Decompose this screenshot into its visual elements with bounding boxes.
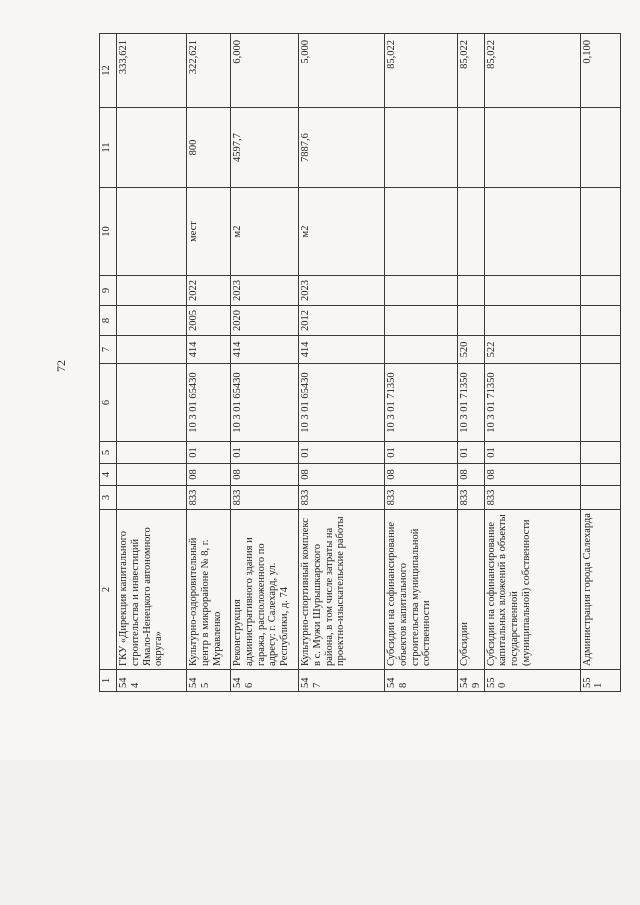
amount-cell: 322,621: [187, 34, 231, 108]
year-start-cell: 2005: [187, 306, 231, 336]
year-end-cell: 2023: [231, 276, 299, 306]
unit-cell: м2: [299, 188, 385, 276]
code-3-cell: 833: [231, 486, 299, 510]
row-name-cell: Культурно-спортивный комплекс в с. Мужи Шурышкарского района, в том числе затраты на проектно-изыскательские работы: [299, 510, 385, 670]
code-4-cell: [117, 464, 187, 486]
code-7-cell: [580, 336, 620, 364]
code-7-cell: [117, 336, 187, 364]
capacity-cell: [385, 108, 458, 188]
row-name-cell: Субсидии: [458, 510, 485, 670]
row-number-cell: 545: [187, 670, 231, 692]
code-3-cell: [117, 486, 187, 510]
table-row: [231, 34, 299, 692]
capacity-cell: [458, 108, 485, 188]
code-3-cell: 833: [385, 486, 458, 510]
code-3-cell: [580, 486, 620, 510]
row-name-cell: Субсидии на софинансирование объектов капитального строительства муниципальной собственности: [385, 510, 458, 670]
code-6-cell: [117, 364, 187, 442]
unit-cell: [117, 188, 187, 276]
amount-cell: 333,621: [117, 34, 187, 108]
column-header: 10: [100, 188, 117, 276]
column-header: 8: [100, 306, 117, 336]
amount-cell: 0,100: [580, 34, 620, 108]
table-row: [187, 34, 231, 692]
code-7-cell: 414: [231, 336, 299, 364]
year-end-cell: [117, 276, 187, 306]
row-name-cell: ГКУ «Дирекция капитального строительства и инвестиций Ямало-Ненецкого автономного округа»: [117, 510, 187, 670]
unit-cell: [484, 188, 580, 276]
code-6-cell: 10 3 01 65430: [187, 364, 231, 442]
code-7-cell: 522: [484, 336, 580, 364]
capacity-cell: [484, 108, 580, 188]
code-5-cell: 01: [458, 442, 485, 464]
row-number-cell: 547: [299, 670, 385, 692]
code-4-cell: 08: [484, 464, 580, 486]
capacity-cell: 4597,7: [231, 108, 299, 188]
code-5-cell: 01: [385, 442, 458, 464]
unit-cell: [385, 188, 458, 276]
table-row: [117, 34, 187, 692]
amount-cell: 85,022: [484, 34, 580, 108]
year-start-cell: 2012: [299, 306, 385, 336]
code-4-cell: [580, 464, 620, 486]
row-name-cell: Реконструкция административного здания и гаража, расположенного по адресу: г. Салехард, ул. Республики, д. 74: [231, 510, 299, 670]
column-header: 9: [100, 276, 117, 306]
table-row: [580, 34, 620, 692]
code-3-cell: 833: [484, 486, 580, 510]
row-number-cell: 551: [580, 670, 620, 692]
column-header: 4: [100, 464, 117, 486]
amount-cell: 85,022: [385, 34, 458, 108]
code-3-cell: 833: [299, 486, 385, 510]
year-end-cell: [385, 276, 458, 306]
row-name-cell: Культурно-оздоровительный центр в микрорайоне № 8, г. Муравленко: [187, 510, 231, 670]
row-number-cell: 544: [117, 670, 187, 692]
page-number: 72: [54, 360, 68, 372]
amount-cell: 6,000: [231, 34, 299, 108]
code-6-cell: 10 3 01 65430: [299, 364, 385, 442]
code-7-cell: 520: [458, 336, 485, 364]
rotated-table-wrapper: [99, 34, 605, 692]
column-header: 5: [100, 442, 117, 464]
code-3-cell: 833: [187, 486, 231, 510]
unit-cell: м2: [231, 188, 299, 276]
row-number-cell: 550: [484, 670, 580, 692]
code-5-cell: [580, 442, 620, 464]
code-7-cell: 414: [299, 336, 385, 364]
year-start-cell: [458, 306, 485, 336]
row-name-cell: Администрация города Салехарда: [580, 510, 620, 670]
budget-table: [99, 33, 621, 692]
amount-cell: 5,000: [299, 34, 385, 108]
code-5-cell: 01: [484, 442, 580, 464]
year-start-cell: [484, 306, 580, 336]
unit-cell: [458, 188, 485, 276]
year-start-cell: [385, 306, 458, 336]
row-number-cell: 548: [385, 670, 458, 692]
code-7-cell: [385, 336, 458, 364]
amount-cell: 85,022: [458, 34, 485, 108]
code-5-cell: [117, 442, 187, 464]
column-header: 1: [100, 670, 117, 692]
table-header-row: [100, 34, 117, 692]
code-4-cell: 08: [385, 464, 458, 486]
code-7-cell: 414: [187, 336, 231, 364]
year-end-cell: [484, 276, 580, 306]
code-4-cell: 08: [458, 464, 485, 486]
table-row: [484, 34, 580, 692]
year-end-cell: 2023: [299, 276, 385, 306]
column-header: 7: [100, 336, 117, 364]
column-header: 11: [100, 108, 117, 188]
column-header: 2: [100, 510, 117, 670]
code-6-cell: 10 3 01 65430: [231, 364, 299, 442]
row-name-cell: Субсидии на софинансирование капитальных вложений в объекты государственной (муниципальной) собственности: [484, 510, 580, 670]
code-5-cell: 01: [299, 442, 385, 464]
column-header: 6: [100, 364, 117, 442]
capacity-cell: 800: [187, 108, 231, 188]
column-header: 3: [100, 486, 117, 510]
year-end-cell: [458, 276, 485, 306]
capacity-cell: [580, 108, 620, 188]
code-6-cell: [580, 364, 620, 442]
capacity-cell: [117, 108, 187, 188]
row-number-cell: 549: [458, 670, 485, 692]
row-number-cell: 546: [231, 670, 299, 692]
code-3-cell: 833: [458, 486, 485, 510]
table-row: [458, 34, 485, 692]
column-header: 12: [100, 34, 117, 108]
unit-cell: мест: [187, 188, 231, 276]
table-row: [385, 34, 458, 692]
year-start-cell: 2020: [231, 306, 299, 336]
code-5-cell: 01: [187, 442, 231, 464]
code-4-cell: 08: [299, 464, 385, 486]
code-6-cell: 10 3 01 71350: [484, 364, 580, 442]
code-6-cell: 10 3 01 71350: [385, 364, 458, 442]
year-start-cell: [117, 306, 187, 336]
code-4-cell: 08: [187, 464, 231, 486]
code-4-cell: 08: [231, 464, 299, 486]
year-start-cell: [580, 306, 620, 336]
year-end-cell: [580, 276, 620, 306]
year-end-cell: 2022: [187, 276, 231, 306]
capacity-cell: 7887,6: [299, 108, 385, 188]
unit-cell: [580, 188, 620, 276]
code-6-cell: 10 3 01 71350: [458, 364, 485, 442]
table-row: [299, 34, 385, 692]
code-5-cell: 01: [231, 442, 299, 464]
